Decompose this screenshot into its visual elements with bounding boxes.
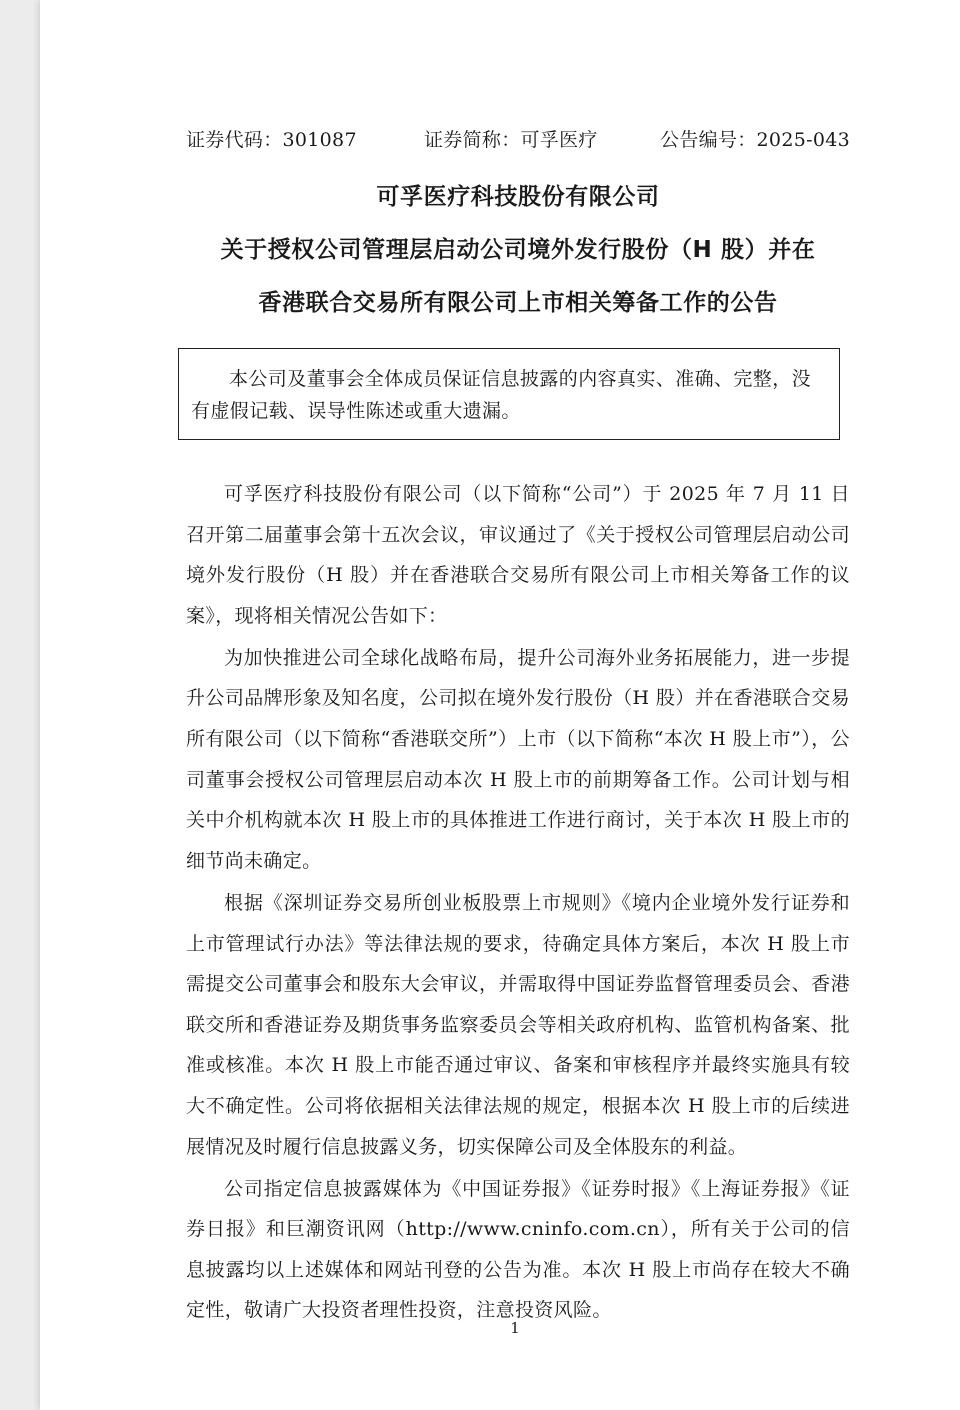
body-paragraph-media: 公司指定信息披露媒体为《中国证券报》《证券时报》《上海证券报》《证券日报》和巨潮资讯网（http://www.cninfo.com.cn），所有关于公司的信息披露均以上述媒体和网站刊登的公告为准。本次 H 股上市尚存在较大不确定性，敬请广大投资者理性投资，注意投资风险。 (186, 1177, 850, 1322)
announcement-body (186, 474, 850, 1332)
disclosure-statement-box (178, 348, 840, 440)
announcement-title-line-2: 香港联合交易所有限公司上市相关筹备工作的公告 (258, 290, 778, 316)
body-paragraph-approval: 根据《深圳证券交易所创业板股票上市规则》《境内企业境外发行证券和上市管理试行办法》等法律法规的要求，待确定具体方案后，本次 H 股上市需提交公司董事会和股东大会审议，并需取得中国证券监督管理委员会、香港联交所和香港证券及期货事务监察委员会等相关政府机构、监管机构备案、批准或核准。本次 H 股上市能否通过审议、备案和审核程序并最终实施具有较大不确定性。公司将依据相关法律法规的规定，根据本次 H 股上市的后续进展情况及时履行信息披露义务，切实保障公司及全体股东的利益。 (186, 891, 850, 1158)
announcement-header (186, 128, 850, 152)
company-name-title: 可孚医疗科技股份有限公司 (376, 184, 660, 210)
security-abbreviation: 证券简称：可孚医疗 (424, 129, 598, 151)
announcement-title-line-1: 关于授权公司管理层启动公司境外发行股份（H 股）并在 (220, 237, 816, 263)
page-number: 1 (510, 1319, 520, 1337)
body-paragraph-meeting: 可孚医疗科技股份有限公司（以下简称“公司”）于 2025 年 7 月 11 日召开第二届董事会第十五次会议，审议通过了《关于授权公司管理层启动公司境外发行股份（H 股）并在香港联合交易所有限公司上市相关筹备工作的议案》，现将相关情况公告如下： (186, 483, 850, 627)
body-paragraph-purpose: 为加快推进公司全球化战略布局，提升公司海外业务拓展能力，进一步提升公司品牌形象及知名度，公司拟在境外发行股份（H 股）并在香港联合交易所有限公司（以下简称“香港联交所”）上市（以下简称“本次 H 股上市”），公司董事会授权公司管理层启动本次 H 股上市的前期筹备工作。公司计划与相关中介机构就本次 H 股上市的具体推进工作进行商讨，关于本次 H 股上市的细节尚未确定。 (186, 646, 850, 872)
announcement-number: 公告编号：2025-043 (660, 129, 850, 151)
disclosure-statement-text: 本公司及董事会全体成员保证信息披露的内容真实、准确、完整，没有虚假记载、误导性陈述或重大遗漏。 (191, 368, 812, 422)
security-code: 证券代码：301087 (186, 129, 357, 151)
